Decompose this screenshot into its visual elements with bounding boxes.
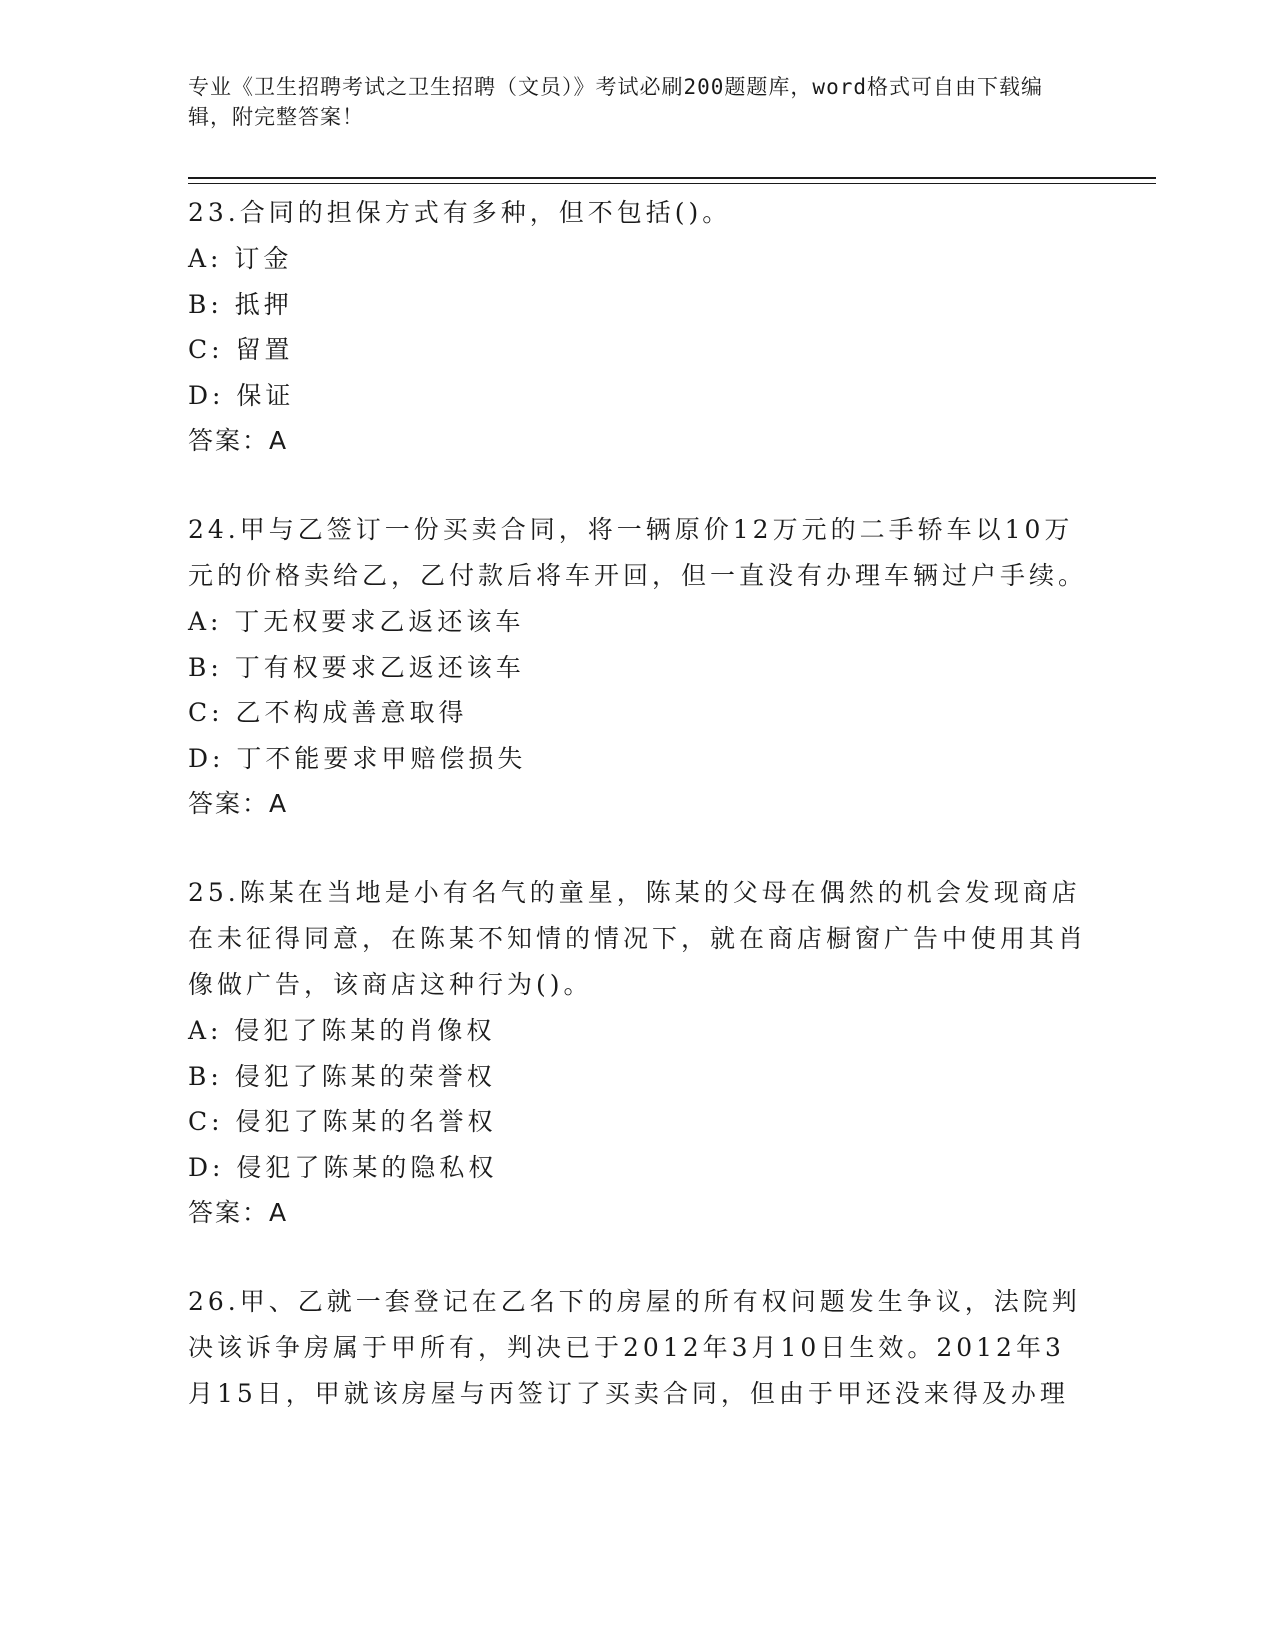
question-23 (188, 190, 1088, 464)
option-a: A: 订金 (188, 244, 293, 273)
option-c: C: 乙不构成善意取得 (188, 698, 468, 727)
header-title: 专业《卫生招聘考试之卫生招聘（文员）》考试必刷200题题库，word格式可自由下载编辑，附完整答案！ (188, 75, 1043, 129)
option-b: B: 丁有权要求乙返还该车 (188, 652, 525, 682)
answer-line: 答案：A (188, 1198, 289, 1227)
question-24 (188, 507, 1088, 827)
header-divider-thin (188, 183, 1156, 184)
question-stem: 23.合同的担保方式有多种，但不包括()。 (188, 198, 732, 227)
option-c: C: 留置 (188, 335, 294, 364)
question-list (188, 190, 1088, 1417)
option-d: D: 侵犯了陈某的隐私权 (188, 1152, 498, 1182)
question-25 (188, 870, 1088, 1236)
option-a: A: 侵犯了陈某的肖像权 (188, 1016, 496, 1045)
question-stem: 26.甲、乙就一套登记在乙名下的房屋的所有权问题发生争议，法院判决该诉争房属于甲所有，判决已于2012年3月10日生效。2012年3月15日，甲就该房屋与丙签订了买卖合同，但由于甲还没来得及办理 (188, 1287, 1081, 1408)
option-a: A: 丁无权要求乙返还该车 (188, 607, 525, 636)
question-stem: 25.陈某在当地是小有名气的童星，陈某的父母在偶然的机会发现商店在未征得同意，在陈某不知情的情况下，就在商店橱窗广告中使用其肖像做广告，该商店这种行为()。 (188, 878, 1088, 999)
option-b: B: 侵犯了陈某的荣誉权 (188, 1061, 496, 1091)
question-spacer (188, 1236, 1088, 1279)
option-b: B: 抵押 (188, 289, 293, 319)
option-d: D: 丁不能要求甲赔偿损失 (188, 743, 527, 773)
question-stem: 24.甲与乙签订一份买卖合同，将一辆原价12万元的二手轿车以10万元的价格卖给乙，乙付款后将车开回，但一直没有办理车辆过户手续。 (188, 515, 1088, 590)
answer-line: 答案：A (188, 789, 289, 818)
option-c: C: 侵犯了陈某的名誉权 (188, 1107, 497, 1136)
question-spacer (188, 464, 1088, 507)
question-spacer (188, 827, 1088, 870)
document-header (188, 72, 1068, 132)
option-d: D: 保证 (188, 380, 295, 410)
header-divider-thick (188, 177, 1156, 179)
answer-line: 答案：A (188, 426, 289, 455)
question-26 (188, 1279, 1088, 1417)
